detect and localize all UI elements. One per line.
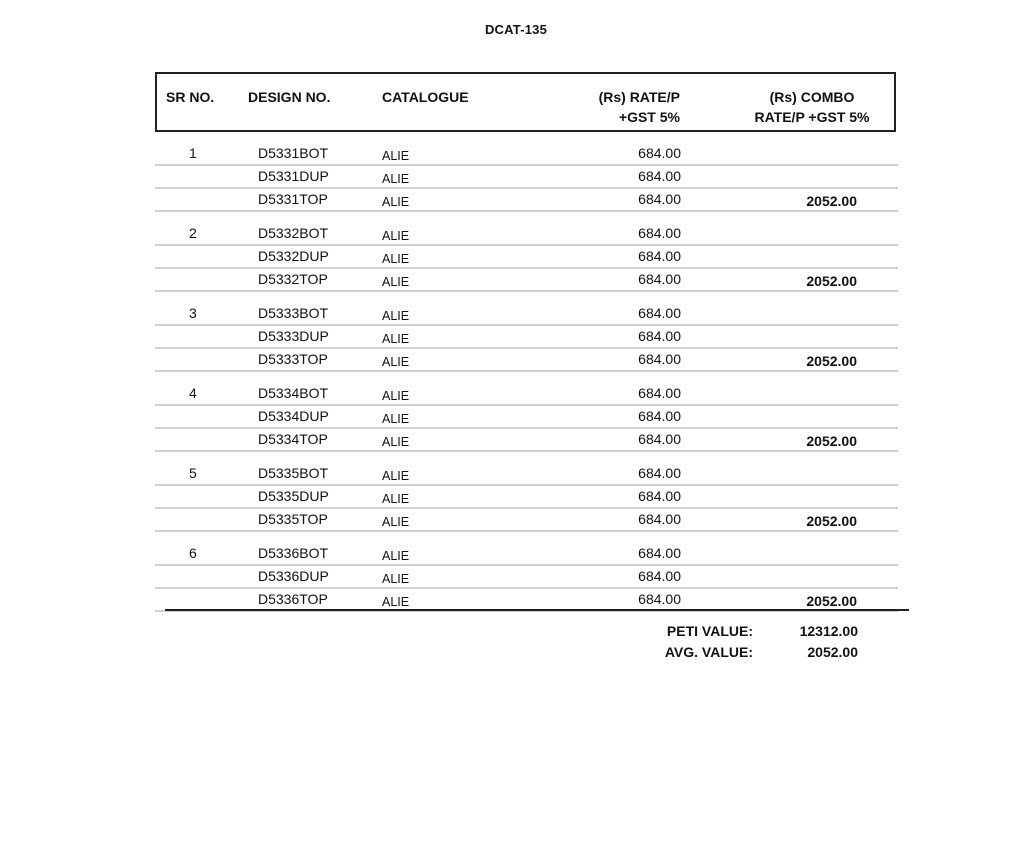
summary bbox=[600, 623, 860, 665]
rate-cell: 684.00 bbox=[638, 591, 681, 607]
rate-cell: 684.00 bbox=[638, 408, 681, 424]
table-group bbox=[155, 143, 898, 212]
design-no-cell: D5331BOT bbox=[258, 145, 329, 161]
catalogue-cell: ALIE bbox=[382, 469, 410, 483]
rate-cell: 684.00 bbox=[638, 191, 681, 207]
rate-cell: 684.00 bbox=[638, 225, 681, 241]
table-row bbox=[155, 166, 898, 189]
table-group bbox=[155, 463, 898, 532]
table-row bbox=[155, 349, 898, 372]
rate-cell: 684.00 bbox=[638, 351, 681, 367]
design-no-cell: D5333DUP bbox=[258, 328, 329, 344]
document-title: DCAT-135 bbox=[484, 22, 548, 37]
header-rate-line1: (Rs) RATE/P bbox=[598, 89, 680, 105]
design-no-cell: D5332BOT bbox=[258, 225, 329, 241]
rate-cell: 684.00 bbox=[638, 545, 681, 561]
catalogue-cell: ALIE bbox=[382, 149, 410, 163]
table-row bbox=[155, 246, 898, 269]
catalogue-cell: ALIE bbox=[382, 172, 410, 186]
catalogue-cell: ALIE bbox=[382, 595, 410, 609]
catalogue-cell: ALIE bbox=[382, 355, 410, 369]
sr-no-cell: 3 bbox=[189, 305, 197, 321]
design-no-cell: D5333BOT bbox=[258, 305, 329, 321]
design-no-cell: D5336BOT bbox=[258, 545, 329, 561]
rate-cell: 684.00 bbox=[638, 385, 681, 401]
table-row bbox=[155, 269, 898, 292]
table-row bbox=[155, 429, 898, 452]
design-no-cell: D5332DUP bbox=[258, 248, 329, 264]
design-no-cell: D5334BOT bbox=[258, 385, 329, 401]
header-catalogue: CATALOGUE bbox=[382, 89, 469, 105]
header-rate-line2: +GST 5% bbox=[618, 109, 680, 125]
design-no-cell: D5333TOP bbox=[258, 351, 328, 367]
table-row bbox=[155, 303, 898, 326]
table-group bbox=[155, 223, 898, 292]
rate-cell: 684.00 bbox=[638, 168, 681, 184]
catalogue-cell: ALIE bbox=[382, 549, 410, 563]
table-group bbox=[155, 383, 898, 452]
design-no-cell: D5332TOP bbox=[258, 271, 328, 287]
peti-value-row bbox=[600, 623, 860, 644]
rate-cell: 684.00 bbox=[638, 328, 681, 344]
sr-no-cell: 1 bbox=[189, 145, 197, 161]
rate-cell: 684.00 bbox=[638, 465, 681, 481]
table-group bbox=[155, 303, 898, 372]
catalogue-cell: ALIE bbox=[382, 252, 410, 266]
catalogue-cell: ALIE bbox=[382, 195, 410, 209]
design-no-cell: D5331TOP bbox=[258, 191, 328, 207]
catalogue-cell: ALIE bbox=[382, 492, 410, 506]
table-row bbox=[155, 463, 898, 486]
rate-cell: 684.00 bbox=[638, 305, 681, 321]
peti-value: 12312.00 bbox=[799, 623, 858, 639]
combo-rate-cell: 2052.00 bbox=[806, 193, 857, 209]
rate-cell: 684.00 bbox=[638, 431, 681, 447]
design-no-cell: D5335DUP bbox=[258, 488, 329, 504]
catalogue-cell: ALIE bbox=[382, 332, 410, 346]
design-no-cell: D5336DUP bbox=[258, 568, 329, 584]
rate-cell: 684.00 bbox=[638, 568, 681, 584]
combo-rate-cell: 2052.00 bbox=[806, 273, 857, 289]
rate-cell: 684.00 bbox=[638, 511, 681, 527]
catalogue-cell: ALIE bbox=[382, 229, 410, 243]
header-sr-no: SR NO. bbox=[166, 89, 215, 105]
design-no-cell: D5334DUP bbox=[258, 408, 329, 424]
sr-no-cell: 5 bbox=[189, 465, 197, 481]
table-row bbox=[155, 509, 898, 532]
table-group bbox=[155, 543, 898, 612]
sr-no-cell: 2 bbox=[189, 225, 197, 241]
rate-cell: 684.00 bbox=[638, 248, 681, 264]
design-no-cell: D5334TOP bbox=[258, 431, 328, 447]
rate-cell: 684.00 bbox=[638, 488, 681, 504]
header-design-no: DESIGN NO. bbox=[248, 89, 331, 105]
catalogue-cell: ALIE bbox=[382, 309, 410, 323]
total-divider bbox=[165, 609, 909, 611]
header-combo-line2: RATE/P +GST 5% bbox=[754, 109, 870, 125]
avg-value-row bbox=[600, 644, 860, 665]
avg-value: 2052.00 bbox=[807, 644, 858, 660]
sr-no-cell: 4 bbox=[189, 385, 197, 401]
combo-rate-cell: 2052.00 bbox=[806, 353, 857, 369]
catalogue-cell: ALIE bbox=[382, 412, 410, 426]
design-no-cell: D5335TOP bbox=[258, 511, 328, 527]
catalogue-cell: ALIE bbox=[382, 275, 410, 289]
table-row bbox=[155, 189, 898, 212]
sr-no-cell: 6 bbox=[189, 545, 197, 561]
table-row bbox=[155, 566, 898, 589]
design-no-cell: D5331DUP bbox=[258, 168, 329, 184]
table-row bbox=[155, 543, 898, 566]
table-row bbox=[155, 383, 898, 406]
table-row bbox=[155, 223, 898, 246]
combo-rate-cell: 2052.00 bbox=[806, 593, 857, 609]
header-combo-rate bbox=[732, 87, 892, 127]
catalogue-cell: ALIE bbox=[382, 572, 410, 586]
rate-cell: 684.00 bbox=[638, 145, 681, 161]
catalogue-cell: ALIE bbox=[382, 515, 410, 529]
combo-rate-cell: 2052.00 bbox=[806, 513, 857, 529]
table-row bbox=[155, 406, 898, 429]
avg-value-label: AVG. VALUE: bbox=[664, 644, 753, 660]
table-row bbox=[155, 143, 898, 166]
table-header bbox=[155, 72, 896, 132]
combo-rate-cell: 2052.00 bbox=[806, 433, 857, 449]
table-row bbox=[155, 486, 898, 509]
design-no-cell: D5336TOP bbox=[258, 591, 328, 607]
header-combo-line1: (Rs) COMBO bbox=[769, 89, 855, 105]
table-body bbox=[155, 143, 898, 623]
peti-value-label: PETI VALUE: bbox=[666, 623, 753, 639]
rate-cell: 684.00 bbox=[638, 271, 681, 287]
header-rate bbox=[599, 87, 680, 127]
catalogue-cell: ALIE bbox=[382, 435, 410, 449]
design-no-cell: D5335BOT bbox=[258, 465, 329, 481]
table-row bbox=[155, 326, 898, 349]
catalogue-cell: ALIE bbox=[382, 389, 410, 403]
